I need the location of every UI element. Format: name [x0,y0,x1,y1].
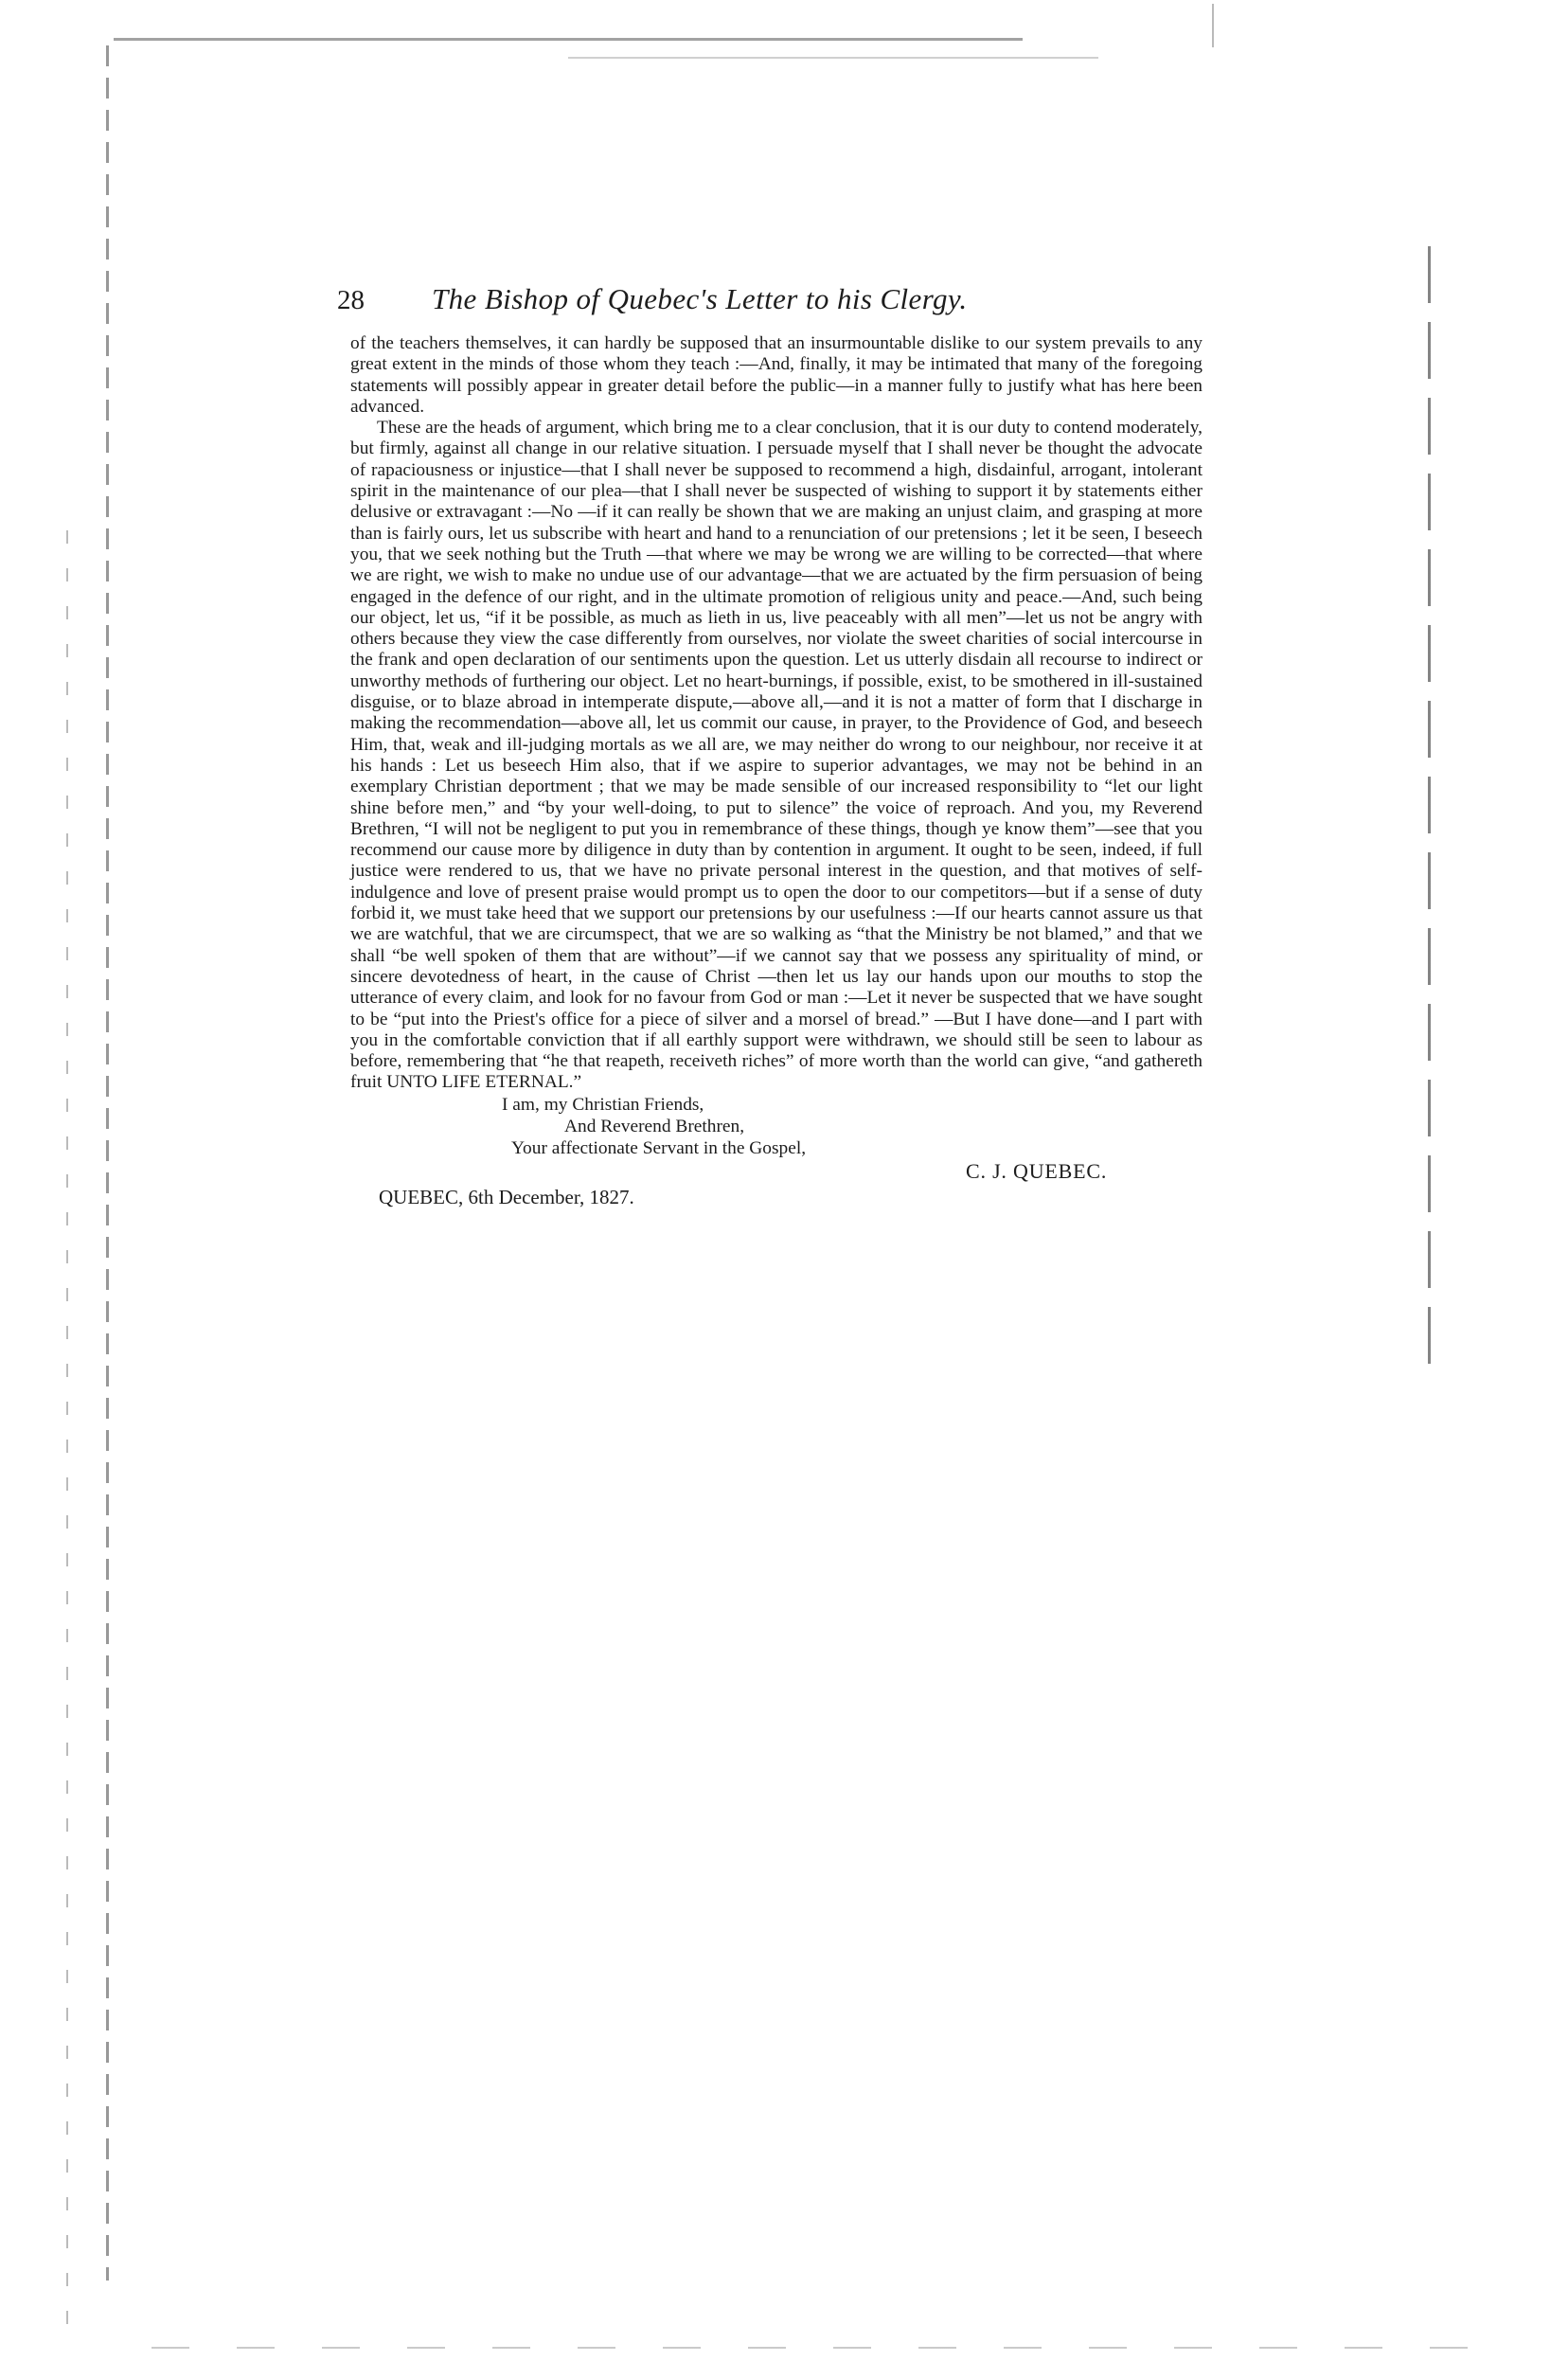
letter-closing [350,1094,1203,1208]
scan-edge-left [106,45,109,2281]
dateline: QUEBEC, 6th December, 1827. [379,1185,634,1208]
scan-edge-right [1428,246,1431,1364]
paragraph-continuation: of the teachers themselves, it can hardly be supposed that an insurmountable dislike to our system prevails to any great extent in the minds of those whom they teach :—And, finally, it may be intimated that many of the foregoing statements will possibly appear in greater detail before the public—in a manner fully to justify what has here been advanced. [350,333,1203,417]
document-page [337,280,1203,1208]
running-title: The Bishop of Quebec's Letter to his Clergy. [432,282,968,315]
scan-edge-top-secondary [568,57,1098,59]
signature: C. J. QUEBEC. [966,1158,1108,1183]
page-number: 28 [337,285,365,315]
scan-edge-left-outer [66,530,68,2330]
paragraph-conclusion: These are the heads of argument, which bring me to a clear conclusion, that it is our duty to contend moderately, but firmly, against all change in our relative situation. I persuade myself that I shall never be thought the advocate of rapaciousness or injustice—that I shall never be supposed to recommend a high, disdainful, arrogant, intolerant spirit in the maintenance of our plea—that I shall never be suspected of wishing to support it by statements either delusive or extravagant :—No —if it can really be shown that we are making an unjust claim, and grasping at more than is fairly ours, let us subscribe with heart and hand to a renunciation of our pretensions ; let it be seen, I beseech you, that we seek nothing but the Truth —that where we may be wrong we are willing to be corrected—that where we are right, we wish to make no undue use of our advantage—that we are actuated by the firm persuasion of being engaged in the defence of our right, and in the ultimate promotion of religious unity and peace.—And, such being our object, let us, “if it be possible, as much as lieth in us, live peaceably with all men”—let us not be angry with others because they view the case differently from ourselves, nor violate the sweet charities of social intercourse in the frank and open declaration of our sentiments upon the question. Let us utterly disdain all recourse to indirect or unworthy methods of furthering our object. Let no heart-burnings, if possible, exist, to be smothered in ill-sustained disguise, or to blaze abroad in intemperate dispute,—above all,—and it is not a matter of form that I discharge in making the recommendation—above all, let us commit our cause, in prayer, to the Providence of God, and beseech Him, that, weak and ill-judging mortals as we all are, we may neither do wrong to our neighbour, nor receive it at his hands : Let us beseech Him also, that if we aspire to superior advantages, we may not be behind in an exemplary Christian deportment ; that we may be made sensible of our increased responsibility to “let our light shine before men,” and “by your well-doing, to put to silence” the voice of reproach. And you, my Reverend Brethren, “I will not be negligent to put you in remembrance of these things, though ye know them”—see that you recommend our cause more by diligence in duty than by contention in argument. It ought to be seen, indeed, if full justice were rendered to us, that we have no private personal interest in the question, and that motives of self-indulgence and love of present praise would prompt us to open the door to our competitors—but if a sense of duty forbid it, we must take heed that we support our pretensions by our usefulness :—If our hearts cannot assure us that we are watchful, that we are circumspect, that we are so walking as “that the Ministry be not blamed,” and that we shall “be well spoken of them that are without”—if we cannot say that we possess any spirituality of mind, or sincere devotedness of heart, in the cause of Christ —then let us lay our hands upon our mouths to stop the utterance of every claim, and look for no favour from God or man :—Let it never be suspected that we have sought to be “put into the Priest's office for a piece of silver and a morsel of bread.” —But I have done—and I part with you in the comfortable conviction that if all earthly support were withdrawn, we should still be seen to labour as before, remembering that “he that reapeth, receiveth riches” of more worth than the world can give, “and gathereth fruit UNTO LIFE ETERNAL.” [350,418,1203,1093]
running-head [337,280,1203,318]
scan-edge-top-tick [1212,4,1214,47]
body-text [350,333,1203,1094]
closing-servant-line: Your affectionate Servant in the Gospel, [511,1137,807,1158]
scan-edge-top [114,38,1023,41]
closing-salutation: I am, my Christian Friends, [502,1094,704,1115]
scan-edge-bottom [151,2347,1515,2349]
closing-address: And Reverend Brethren, [564,1116,745,1136]
